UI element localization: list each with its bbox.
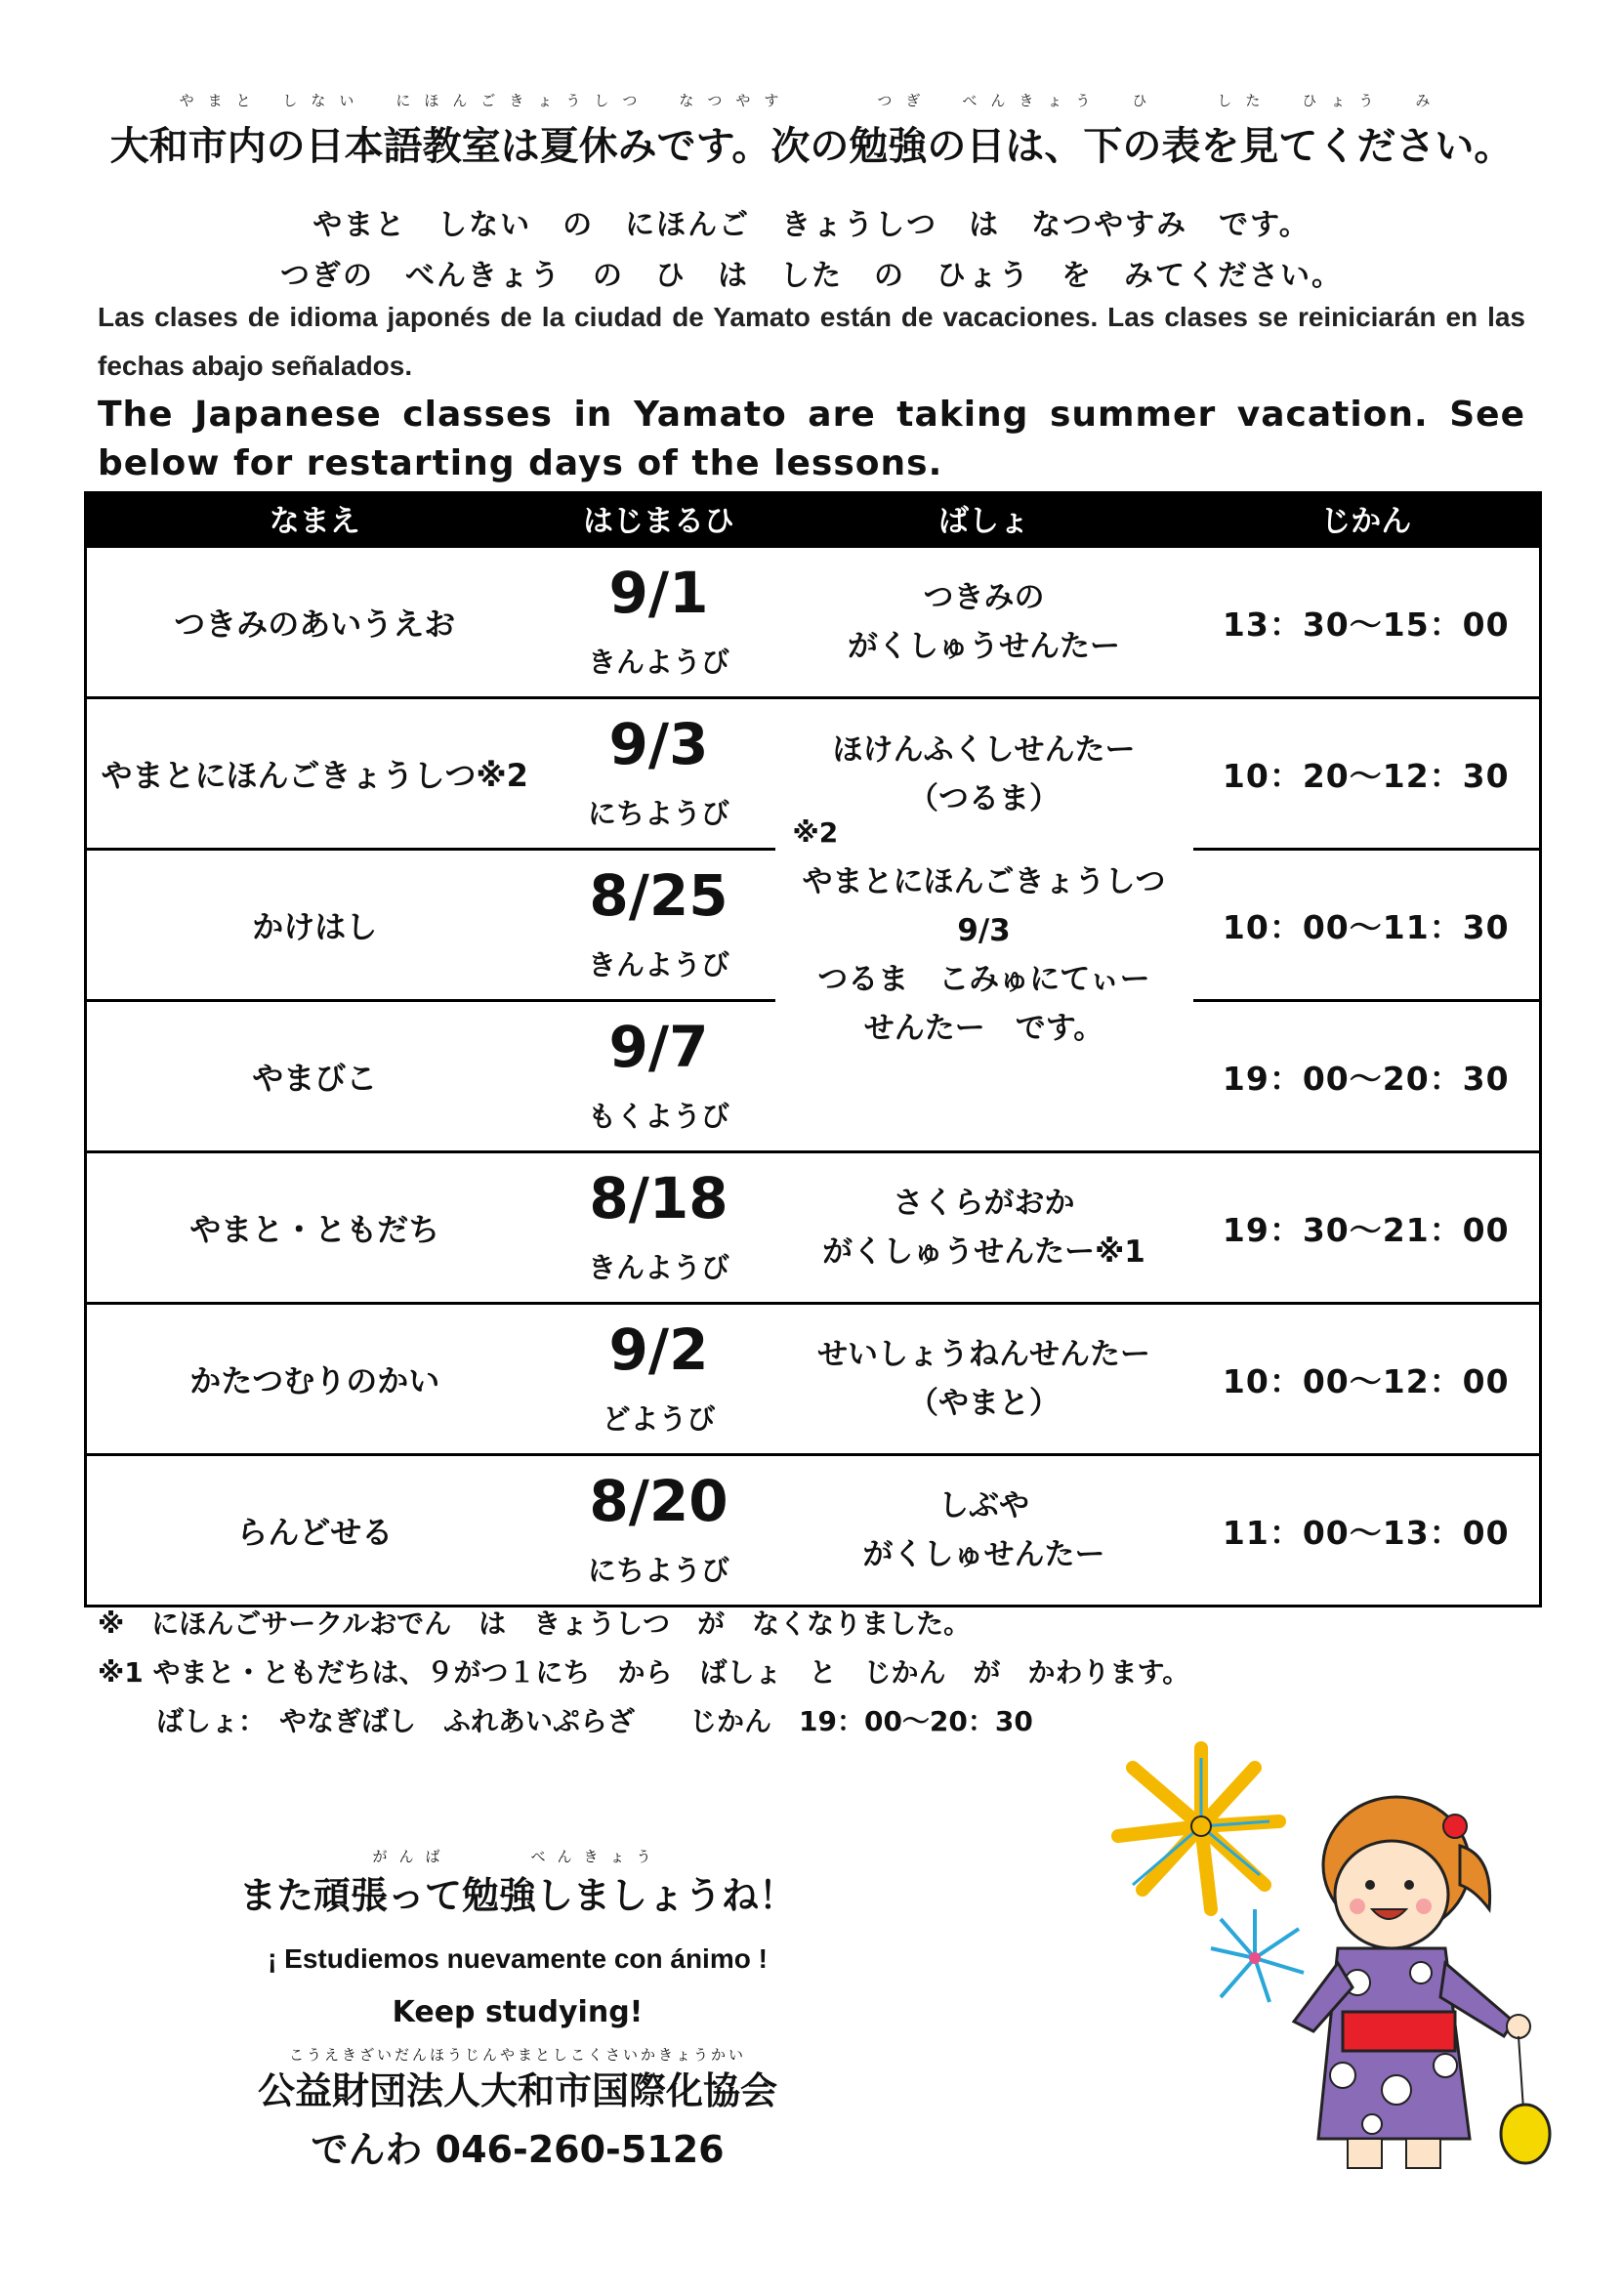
place-line-2: がくしゅせんたー: [862, 1537, 1105, 1572]
header-place: ばしょ: [775, 491, 1193, 547]
yellow-firework-icon: [1118, 1748, 1279, 1909]
merged-note-line-2: 9/3: [957, 912, 1011, 948]
table-row: [86, 1455, 1541, 1607]
class-name: やまびこ: [86, 1001, 543, 1152]
class-time: 19：00〜20：30: [1193, 1001, 1541, 1152]
note-2: ※1 やまと・ともだちは、９がつ１にち から ばしょ と じかん が かわります。: [98, 1656, 1190, 1689]
start-date: 9/1: [608, 559, 709, 626]
merged-note-mark: ※2: [792, 815, 839, 849]
footer-japanese: また頑張って勉強しましょうね！: [238, 1874, 796, 1917]
start-date: 8/20: [589, 1467, 728, 1534]
start-date: 8/18: [589, 1164, 728, 1231]
girl-icon: [1294, 1797, 1530, 2168]
page-title: 大和市内の日本語教室は夏休みです。次の勉強の日は、下の表を見てください。: [109, 124, 1514, 169]
girl-fireworks-illustration: [1074, 1729, 1582, 2207]
schedule-table: [84, 491, 1542, 1607]
header-time: じかん: [1193, 491, 1541, 547]
merged-note-line-4: せんたー です。: [863, 1010, 1104, 1046]
class-time: 19：30〜21：00: [1193, 1152, 1541, 1304]
phone-number: でんわ 046-260-5126: [311, 2128, 725, 2171]
hiragana-line-1: やまと しない の にほんご きょうしつ は なつやすみ です。: [312, 208, 1311, 242]
place-line-2: がくしゅうせんたー※1: [822, 1234, 1145, 1270]
start-date-cell: [543, 850, 775, 1001]
org-furigana: こうえきざいだんほうじんやまとしこくさいかきょうかい: [288, 2046, 746, 2064]
class-name: つきみのあいうえお: [86, 547, 543, 698]
class-name: かたつむりのかい: [86, 1304, 543, 1455]
footer-spanish: ¡ Estudiemos nuevamente con ánimo !: [268, 1943, 768, 1974]
merged-place-note: [775, 815, 1193, 1152]
weekday: きんようび: [587, 947, 729, 981]
weekday: どようび: [602, 1401, 716, 1436]
start-date-cell: [543, 547, 775, 698]
start-date-cell: [543, 1304, 775, 1455]
start-date: 8/25: [589, 861, 728, 929]
class-time: 10：20〜12：30: [1193, 698, 1541, 850]
weekday: きんようび: [587, 1250, 729, 1284]
place-cell: [775, 1304, 1193, 1455]
footer-furigana: がんば べんきょう: [372, 1848, 663, 1865]
table-row: [86, 547, 1541, 698]
hiragana-line-2: つぎの べんきょう の ひ は した の ひょう を みてください。: [280, 259, 1343, 293]
weekday: きんようび: [587, 645, 729, 679]
weekday: にちようび: [587, 1553, 729, 1587]
class-name: やまと・ともだち: [86, 1152, 543, 1304]
organization-name: 公益財団法人大和市国際化協会: [257, 2069, 777, 2112]
start-date: 9/2: [608, 1315, 709, 1383]
merged-note-line-3: つるま こみゅにてぃー: [817, 961, 1150, 997]
place-cell: [775, 547, 1193, 698]
place-line-2: （やまと）: [908, 1386, 1060, 1421]
blue-firework-icon: [1211, 1909, 1304, 2002]
start-date: 9/7: [608, 1013, 709, 1080]
start-date-cell: [543, 1152, 775, 1304]
title-furigana: やまと しない にほんごきょうしつ なつやす つぎ べんきょう ひ した ひょう み: [179, 92, 1444, 109]
table-row: [86, 1152, 1541, 1304]
header-name: なまえ: [86, 491, 543, 547]
start-date-cell: [543, 698, 775, 850]
table-row: [86, 850, 1541, 1001]
header-start-day: はじまるひ: [543, 491, 775, 547]
weekday: もくようび: [587, 1099, 729, 1133]
class-name: かけはし: [86, 850, 543, 1001]
class-time: 10：00〜12：00: [1193, 1304, 1541, 1455]
start-date-cell: [543, 1001, 775, 1152]
place-line-2: がくしゅうせんたー: [848, 629, 1120, 664]
class-name: らんどせる: [86, 1455, 543, 1607]
class-time: 13：30〜15：00: [1193, 547, 1541, 698]
class-name: やまとにほんごきょうしつ※2: [86, 698, 543, 850]
table-header-row: [86, 491, 1541, 547]
note-1: ※ にほんごサークルおでん は きょうしつ が なくなりました。: [98, 1607, 972, 1640]
place-cell: [775, 1152, 1193, 1304]
start-date: 9/3: [608, 710, 709, 777]
lantern-icon: [1501, 2036, 1550, 2163]
start-date-cell: [543, 1455, 775, 1607]
table-row: [86, 1304, 1541, 1455]
place-line-2: （つるま）: [908, 780, 1060, 816]
footer-english: Keep studying!: [392, 1995, 644, 2029]
english-text: The Japanese classes in Yamato are taking summer vacation. See below for restarting days of the lessons.: [98, 395, 1525, 483]
place-line-1: ほけんふくしせんたー: [832, 731, 1136, 768]
note-3: ばしょ： やなぎばし ふれあいぷらざ じかん 19：00〜20：30: [156, 1705, 1033, 1737]
place-line-1: つきみの: [923, 580, 1045, 615]
spanish-text: Las clases de idioma japonés de la ciudad de Yamato están de vacaciones. Las clases se reiniciarán en las fechas abajo señalados.: [98, 302, 1525, 381]
class-time: 10：00〜11：30: [1193, 850, 1541, 1001]
place-line-1: さくらがおか: [893, 1186, 1075, 1221]
weekday: にちようび: [587, 796, 729, 830]
place-line-1: せいしょうねんせんたー: [817, 1337, 1150, 1372]
place-line-1: しぶや: [938, 1488, 1029, 1524]
place-cell: [775, 1455, 1193, 1607]
merged-note-line-1: やまとにほんごきょうしつ: [802, 863, 1166, 899]
class-time: 11：00〜13：00: [1193, 1455, 1541, 1607]
